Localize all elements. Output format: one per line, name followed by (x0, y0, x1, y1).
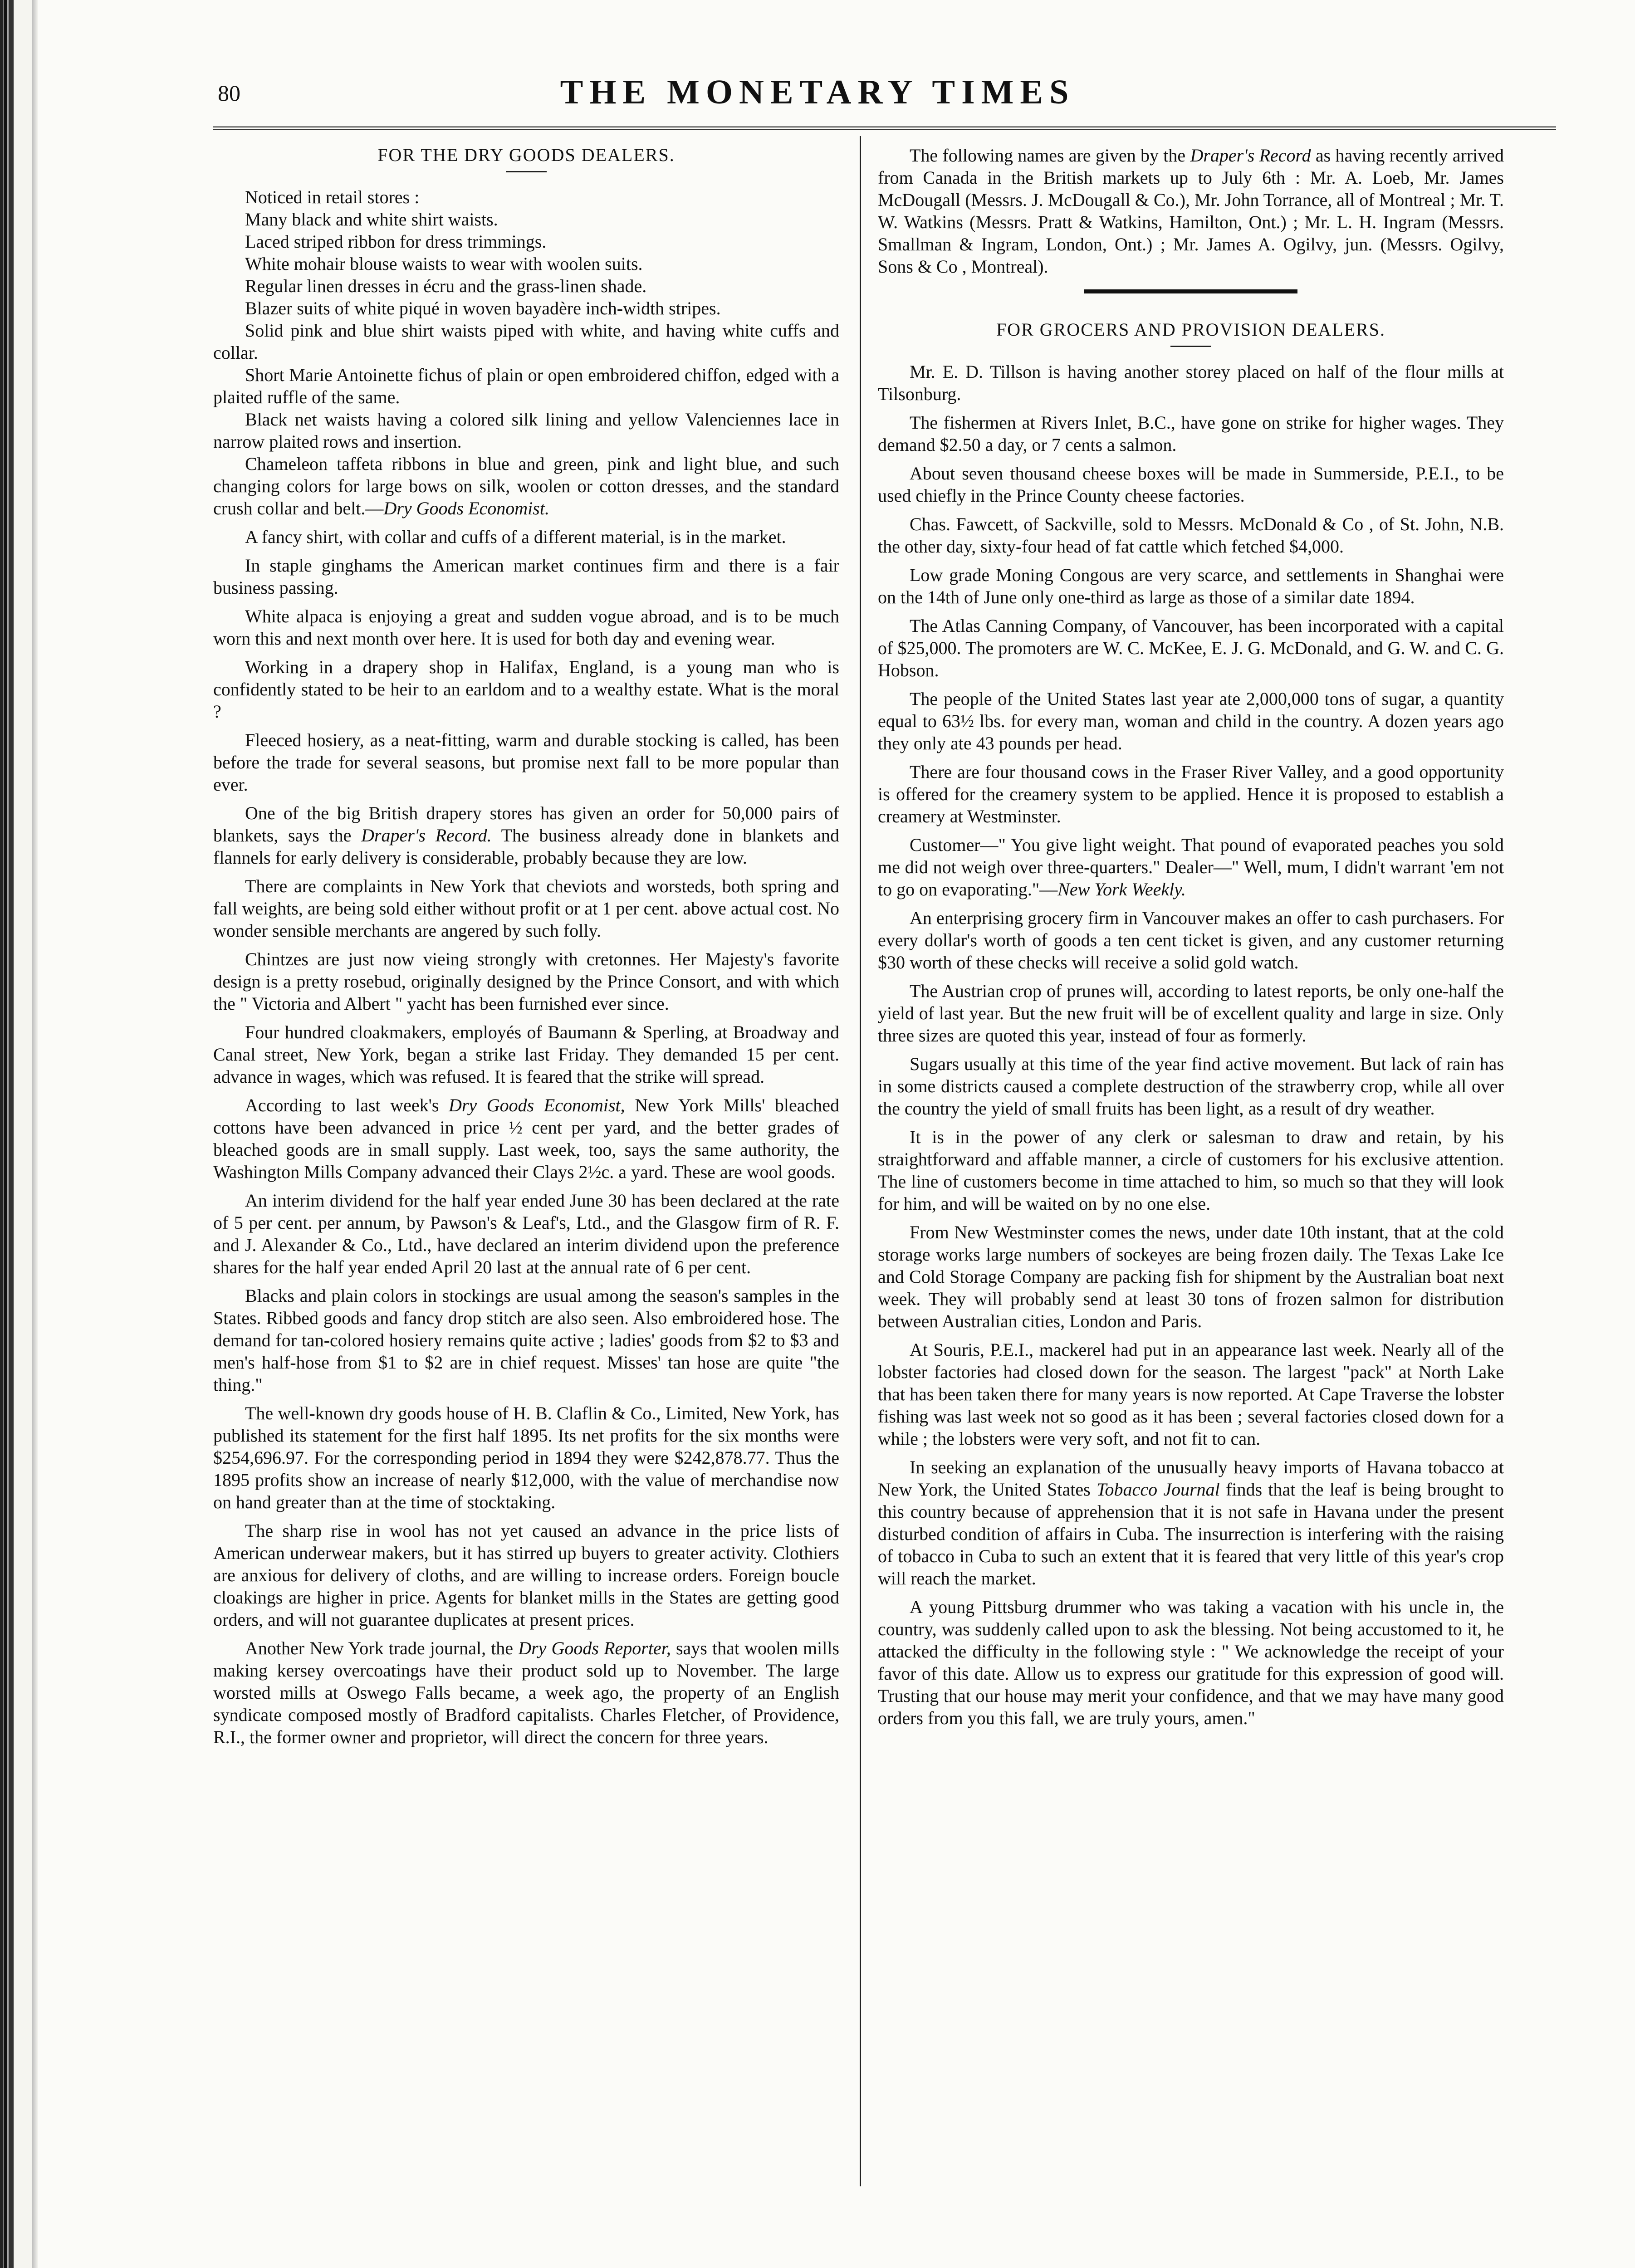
right-column (878, 144, 1504, 1735)
paragraph-text: New York Mills' bleached cottons have been advanced in price ½ cent per yard, and the better grades of bleached goods are in small supply. Last week, too, says the same authority, the Washington Mills Company advanced their Clays 2½c. a yard. These are wool goods. (213, 1095, 840, 1182)
source-citation: Dry Goods Economist, (448, 1095, 625, 1115)
page-number: 80 (218, 80, 240, 106)
source-citation: Dry Goods Economist. (383, 498, 549, 518)
paragraph-text: says that woolen mills making kersey overcoatings have their product sold up to November. The large worsted mills at Oswego Falls became, a week ago, the property of an English syndicate composed mostly of Bradford capitalists. Charles Fletcher, of Providence, R.I., the former owner and proprietor, will direct the concern for three years. (213, 1638, 839, 1747)
paragraph: The well-known dry goods house of H. B. Claflin & Co., Limited, New York, has published its statement for the first half 1895. Its net profits for the six months were $254,696.97. For the corresponding period in 1894 they were $242,878.77. Thus the 1895 profits show an increase of nearly $12,000, with the value of merchandise now on hand greater than at the time of stocktaking. (213, 1403, 839, 1512)
paragraph-text: Customer—" You give light weight. That pound of evaporated peaches you sold me did not weigh over three-quarters." Dealer—" Well, mum, I didn't warrant 'em not to go on evaporating."— (878, 835, 1504, 899)
paragraph: About seven thousand cheese boxes will be made in Summerside, P.E.I., to be used chiefly in the Prince County cheese factories. (878, 463, 1504, 506)
source-citation: Tobacco Journal (1096, 1479, 1220, 1500)
masthead-title: THE MONETARY TIMES (560, 73, 1075, 111)
paragraph: An interim dividend for the half year ended June 30 has been declared at the rate of 5 per cent. per annum, by Pawson's & Leaf's, Ltd., and the Glasgow firm of R. F. and J. Alexander & Co., Ltd., have declared an interim dividend upon the preference shares for the half year ended April 20 last at the annual rate of 6 per cent. (213, 1190, 839, 1277)
paragraph: Mr. E. D. Tillson is having another storey placed on half of the flour mills at Tilsonburg. (878, 362, 1504, 404)
section-rule (1084, 289, 1297, 293)
paragraph-text: The business already done in blankets and flannels for early delivery is considerable, probably because they are low. (213, 825, 839, 868)
paragraph: Sugars usually at this time of the year find active movement. But lack of rain has in some districts caused a complete destruction of the strawberry crop, while all over the country the yield of small fruits has been light, as a result of dry weather. (878, 1054, 1504, 1119)
paragraph: The people of the United States last year ate 2,000,000 tons of sugar, a quantity equal to 63½ lbs. for every man, woman and child in the country. A dozen years ago they only ate 43 pounds per head. (878, 689, 1504, 753)
paragraph: White alpaca is enjoying a great and sudden vogue abroad, and is to be much worn this and next month over here. It is used for both day and evening wear. (213, 606, 839, 649)
paragraph: The sharp rise in wool has not yet caused an advance in the price lists of American underwear makers, but it has stirred up buyers to greater activity. Clothiers are anxious for delivery of cloths, and are willing to increase orders. Foreign boucle cloakings are higher in price. Agents for blanket mills in the States are getting good orders, and will not guarantee duplicates at present prices. (213, 1520, 839, 1630)
paragraph: In staple ginghams the American market continues firm and there is a fair business passing. (213, 555, 839, 598)
paragraph (213, 802, 839, 869)
paragraph-text: Chameleon taffeta ribbons in blue and green, pink and light blue, and such changing colors for large bows on silk, woolen or cotton dresses, and the standard crush collar and belt.— (213, 454, 839, 518)
paragraph-text: as having recently arrived from Canada in the British markets up to July 6th : Mr. A. Loeb, Mr. James McDougall (Messrs. J. McDougall & Co.), Mr. John Torrance, all of Montreal ; Mr. T. W. Watkins (Messrs. Pratt & Watkins, Hamilton, Ont.) ; Mr. L. H. Ingram (Messrs. Smallman & Ingram, London, Ont.) ; Mr. James A. Ogilvy, jun. (Messrs. Ogilvy, Sons & Co , Montreal). (878, 145, 1504, 277)
paragraph (878, 1456, 1504, 1589)
paragraph: Fleeced hosiery, as a neat-fitting, warm and durable stocking is called, has been before the trade for several seasons, but promise next fall to be more popular than ever. (213, 730, 839, 795)
heading-dash (506, 171, 547, 172)
paragraph (213, 1094, 839, 1183)
list-item: Laced striped ribbon for dress trimmings. (245, 231, 547, 252)
paragraph: The Austrian crop of prunes will, according to latest reports, be only one-half the yield of last year. But the new fruit will be of excellent quality and large in size. Only three sizes are quoted this year, instead of four as formerly. (878, 981, 1504, 1046)
paragraph-text: One of the big British drapery stores has given an order for 50,000 pairs of blankets, says the (213, 803, 839, 846)
paragraph: Chas. Fawcett, of Sackville, sold to Messrs. McDonald & Co , of St. John, N.B. the other day, sixty-four head of fat cattle which fetched $4,000. (878, 514, 1504, 557)
heading-dash (1170, 346, 1211, 347)
paragraph (213, 1637, 839, 1748)
paragraph: A fancy shirt, with collar and cuffs of a different material, is in the market. (245, 527, 786, 547)
list-item: Regular linen dresses in écru and the grass-linen shade. (245, 276, 647, 296)
dry-goods-heading: FOR THE DRY GOODS DEALERS. (377, 145, 675, 165)
grocers-heading: FOR GROCERS AND PROVISION DEALERS. (996, 319, 1386, 340)
paragraph-text: finds that the leaf is being brought to this country because of apprehension that it is not safe in Havana under the present disturbed condition of affairs in Cuba. The insurrection is interfering with the raising of tobacco in Cuba to such an extent that it is feared that very little of this year's crop will reach the market. (878, 1479, 1504, 1589)
left-column (213, 144, 839, 1755)
list-item: Many black and white shirt waists. (245, 209, 498, 230)
paragraph: There are four thousand cows in the Fraser River Valley, and a good opportunity is offered for the creamery system to be applied. Hence it is proposed to establish a creamery at Westminster. (878, 762, 1504, 826)
list-item: Black net waists having a colored silk lining and yellow Valenciennes lace in narrow plaited rows and insertion. (213, 409, 839, 452)
page-binding-shadow (32, 0, 38, 2268)
list-item: White mohair blouse waists to wear with woolen suits. (245, 254, 643, 274)
header-rule (213, 126, 1556, 130)
paragraph: Blacks and plain colors in stockings are usual among the season's samples in the States. Ribbed goods and fancy drop stitch are also seen. Also embroidered hose. The demand for tan-colored hosiery remains quite active ; ladies' goods from $2 to $3 and men's half-hose from $1 to $2 are in chief request. Misses' tan hose are quite "the thing." (213, 1286, 839, 1395)
source-citation: New York Weekly. (1057, 879, 1186, 899)
paragraph (878, 834, 1504, 900)
source-citation: Draper's Record. (361, 825, 492, 846)
page-binding-edge (0, 0, 32, 2268)
paragraph: Working in a drapery shop in Halifax, England, is a young man who is confidently stated to be heir to an earldom and to a wealthy estate. What is the moral ? (213, 657, 839, 722)
paragraph: There are complaints in New York that cheviots and worsteds, both spring and fall weights, are being sold either without profit or at 1 per cent. above actual cost. No wonder sensible merchants are angered by such folly. (213, 876, 839, 941)
paragraph: Chintzes are just now vieing strongly with cretonnes. Her Majesty's favorite design is a pretty rosebud, originally designed by the Prince Consort, and with which the " Victoria and Albert " yacht has been furnished ever since. (213, 949, 839, 1014)
list-item: Short Marie Antoinette fichus of plain or open embroidered chiffon, edged with a plaited ruffle of the same. (213, 365, 839, 407)
list-intro: Noticed in retail stores : (245, 187, 420, 207)
paragraph-text: In seeking an explanation of the unusually heavy imports of Havana tobacco at New York, the United States (878, 1457, 1504, 1500)
source-citation: Dry Goods Reporter, (518, 1638, 671, 1658)
paragraph: At Souris, P.E.I., mackerel had put in an appearance last week. Nearly all of the lobster factories had closed down for the season. The largest "pack" at North Lake that has been taken there for many years is now reported. At Cape Traverse the lobster fishing was last week not so good as it has been ; several factories closed down for a while ; the lobsters were very soft, and not fit to can. (878, 1339, 1504, 1449)
paragraph: From New Westminster comes the news, under date 10th instant, that at the cold storage works large numbers of sockeyes are being frozen daily. The Texas Lake Ice and Cold Storage Company are packing fish for shipment by the Australian boat next week. They will probably send at least 30 tons of frozen salmon for distribution between Australian cities, London and Paris. (878, 1222, 1504, 1331)
paragraph: The Atlas Canning Company, of Vancouver, has been incorporated with a capital of $25,000. The promoters are W. C. McKee, E. J. G. McDonald, and G. W. and C. G. Hobson. (878, 616, 1504, 680)
paragraph: An enterprising grocery firm in Vancouver makes an offer to cash purchasers. For every dollar's worth of goods a ten cent ticket is given, and any customer returning $30 worth of these checks will receive a solid gold watch. (878, 908, 1504, 973)
list-item: Blazer suits of white piqué in woven bayadère inch-width stripes. (245, 298, 721, 318)
paragraph-text: The following names are given by the (910, 145, 1190, 166)
paragraph-text: According to last week's (245, 1095, 449, 1115)
paragraph (878, 144, 1504, 278)
paragraph: A young Pittsburg drummer who was taking a vacation with his uncle in, the country, was suddenly called upon to ask the blessing. Not being accustomed to it, he attacked the difficulty in the following style : " We acknowledge the receipt of your favor of this date. Allow us to express our gratitude for this expression of good will. Trusting that our house may merit your confidence, and that we may have many good orders from you this fall, we are truly yours, amen." (878, 1597, 1504, 1728)
paragraph-text: Another New York trade journal, the (245, 1638, 519, 1658)
paragraph: Four hundred cloakmakers, employés of Baumann & Sperling, at Broadway and Canal street, New York, began a strike last Friday. They demanded 15 per cent. advance in wages, which was refused. It is feared that the strike will spread. (213, 1022, 839, 1087)
list-item: Solid pink and blue shirt waists piped with white, and having white cuffs and collar. (213, 320, 839, 363)
source-citation: Draper's Record (1190, 145, 1311, 166)
paragraph (213, 453, 839, 519)
column-divider (860, 136, 861, 2186)
paragraph: Low grade Moning Congous are very scarce, and settlements in Shanghai were on the 14th of June only one-third as large as those of a similar date 1894. (878, 565, 1504, 607)
paragraph: The fishermen at Rivers Inlet, B.C., have gone on strike for higher wages. They demand $2.50 a day, or 7 cents a salmon. (878, 412, 1504, 455)
paragraph: It is in the power of any clerk or salesman to draw and retain, by his straightforward and affable manner, a circle of customers for his exclusive attention. The line of customers become in time attached to him, so much so that they will look for him, and will be waited on by no one else. (878, 1127, 1504, 1214)
